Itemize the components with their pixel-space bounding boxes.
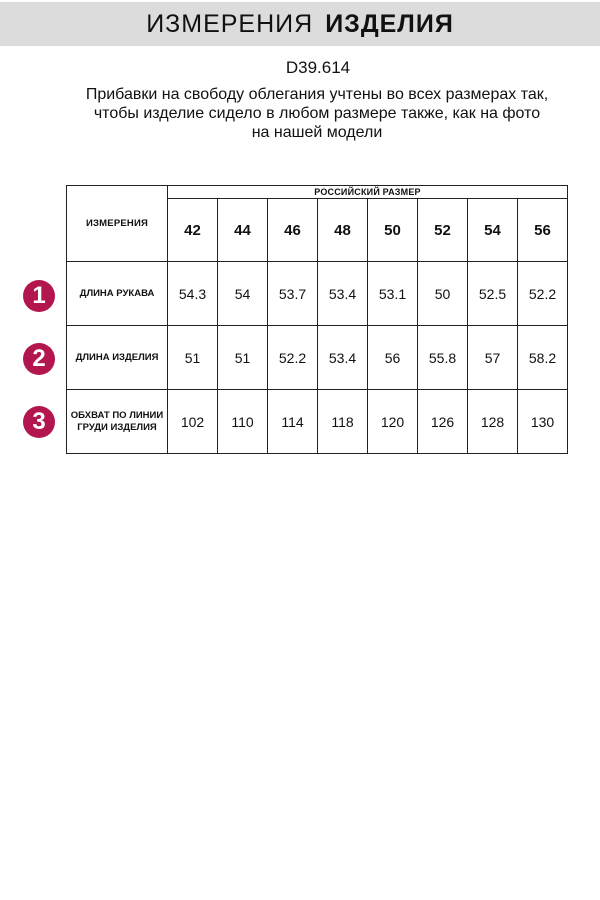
table-cell: 118 (318, 390, 368, 454)
table-row (67, 326, 568, 390)
size-header: 46 (268, 199, 318, 262)
size-header: 54 (468, 199, 518, 262)
title-regular: ИЗМЕРЕНИЯ (146, 9, 314, 38)
table-cell: 52.2 (518, 262, 568, 326)
size-header: 56 (518, 199, 568, 262)
size-header: 48 (318, 199, 368, 262)
table-cell: 102 (168, 390, 218, 454)
table-cell: 53.7 (268, 262, 318, 326)
table-cell: 114 (268, 390, 318, 454)
row-marker-2: 2 (23, 343, 55, 375)
table-cell: 58.2 (518, 326, 568, 390)
description-line: на нашей модели (251, 124, 383, 141)
table-cell: 130 (518, 390, 568, 454)
table-cell: 54.3 (168, 262, 218, 326)
table-cell: 50 (418, 262, 468, 326)
description-line: чтобы изделие сидело в любом размере также, как на фото (93, 105, 541, 122)
table-cell: 52.2 (268, 326, 318, 390)
row-label: ОБХВАТ ПО ЛИНИИ ГРУДИ ИЗДЕЛИЯ (67, 390, 168, 454)
size-group-header: РОССИЙСКИЙ РАЗМЕР (168, 186, 568, 199)
row-marker-1: 1 (23, 280, 55, 312)
row-label: ДЛИНА ИЗДЕЛИЯ (67, 326, 168, 390)
size-header: 50 (368, 199, 418, 262)
table-cell: 128 (468, 390, 518, 454)
size-header: 52 (418, 199, 468, 262)
article-number: D39.614 (285, 58, 351, 77)
description-line: Прибавки на свободу облегания учтены во всех размерах так, (85, 86, 549, 103)
title-bold: ИЗДЕЛИЯ (325, 9, 454, 38)
table-cell: 51 (218, 326, 268, 390)
table-cell: 57 (468, 326, 518, 390)
table-row (67, 262, 568, 326)
table-cell: 54 (218, 262, 268, 326)
table-cell: 126 (418, 390, 468, 454)
table-cell: 53.4 (318, 326, 368, 390)
row-label: ДЛИНА РУКАВА (67, 262, 168, 326)
table-cell: 51 (168, 326, 218, 390)
table-cell: 53.4 (318, 262, 368, 326)
table-cell: 110 (218, 390, 268, 454)
description (0, 85, 600, 142)
table-row (67, 390, 568, 454)
size-header: 44 (218, 199, 268, 262)
table-cell: 120 (368, 390, 418, 454)
title-bar (0, 2, 600, 46)
measurements-header: ИЗМЕРЕНИЯ (67, 186, 168, 262)
table-cell: 56 (368, 326, 418, 390)
table-cell: 52.5 (468, 262, 518, 326)
table-cell: 55.8 (418, 326, 468, 390)
size-header: 42 (168, 199, 218, 262)
table-cell: 53.1 (368, 262, 418, 326)
row-marker-3: 3 (23, 406, 55, 438)
size-table (66, 185, 568, 454)
